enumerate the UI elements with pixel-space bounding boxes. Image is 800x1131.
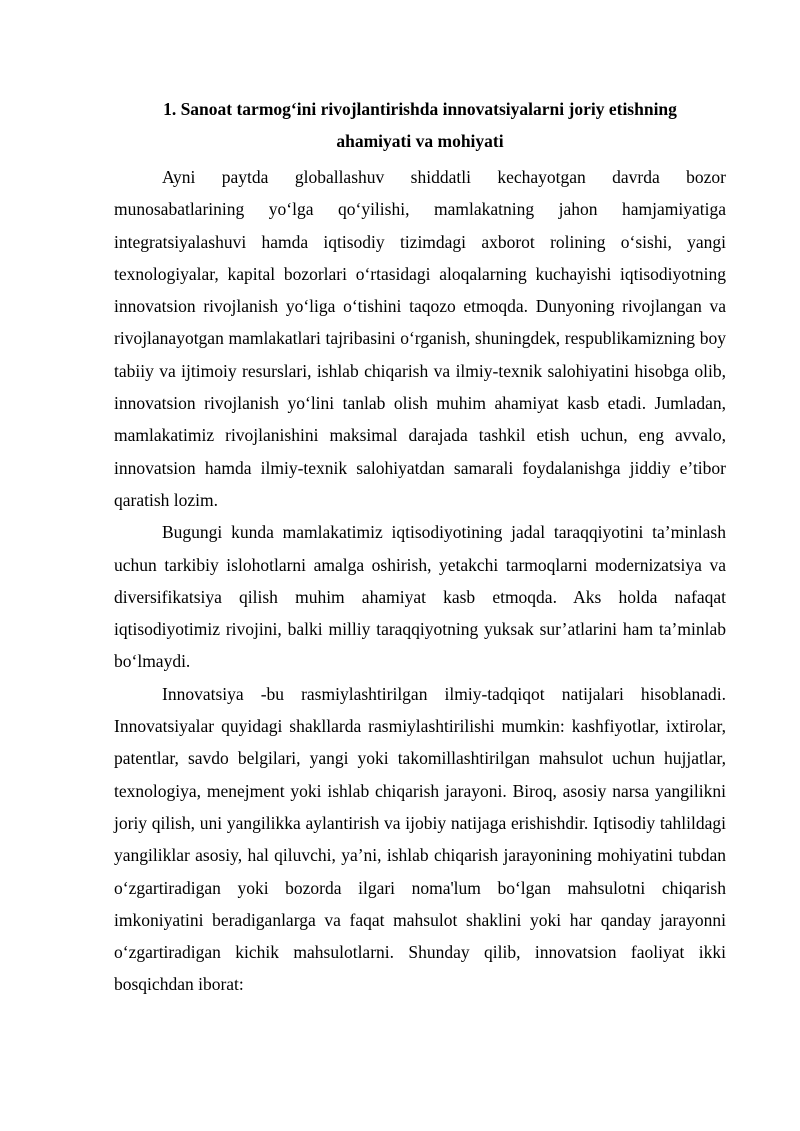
paragraph-1: Ayni paytda globallashuv shiddatli kechayotgan davrda bozor munosabatlarining yo‘lga qo‘yilishi, mamlakatning jahon hamjamiyatiga integratsiyalashuvi hamda iqtisodiy tizimdagi axborot rolining o‘sishi, yangi texnologiyalar, kapital bozorlari o‘rtasidagi aloqalarning kuchayishi iqtisodiyotning innovatsion rivojlanish yo‘liga o‘tishini taqozo etmoqda. Dunyoning rivojlangan va rivojlanayotgan mamlakatlari tajribasini o‘rganish, shuningdek, respublikamizning boy tabiiy va ijtimoiy resurslari, ishlab chiqarish va ilmiy-texnik salohiyatini hisobga olib, innovatsion rivojlanish yo‘lini tanlab olish muhim ahamiyat kasb etadi. Jumladan, mamlakatimiz rivojlanishini maksimal darajada tashkil etish uchun, eng avvalo, innovatsion hamda ilmiy-texnik salohiyatdan samarali foydalanishga jiddiy e’tibor qaratish lozim. [114,167,726,510]
paragraph-3: Innovatsiya -bu rasmiylashtirilgan ilmiy-tadqiqot natijalari hisoblanadi. Innovatsiyalar quyidagi shakllarda rasmiylashtirilishi mumkin: kashfiyotlar, ixtirolar, patentlar, savdo belgilari, yangi yoki takomillashtirilgan mahsulot uchun hujjatlar, texnologiya, menejment yoki ishlab chiqarish jarayoni. Biroq, asosiy narsa yangilikni joriy qilish, uni yangilikka aylantirish va ijobiy natijaga erishishdir. Iqtisodiy tahlildagi yangiliklar asosiy, hal qiluvchi, ya’ni, ishlab chiqarish jarayonining mohiyatini tubdan o‘zgartiradigan yoki bozorda ilgari noma'lum bo‘lgan mahsulotni chiqarish imkoniyatini beradiganlarga va faqat mahsulot shaklini yoki har qanday jarayonni o‘zgartiradigan kichik mahsulotlarni. Shunday qilib, innovatsion faoliyat ikki bosqichdan iborat: [114,683,726,995]
section-heading [114,93,726,157]
section-heading-line-2: ahamiyati va mohiyati [336,131,504,151]
section-heading-line-1: 1. Sanoat tarmog‘ini rivojlantirishda innovatsiyalarni joriy etishning [163,99,677,119]
document-body [114,93,726,1001]
paragraph-2: Bugungi kunda mamlakatimiz iqtisodiyotining jadal taraqqiyotini ta’minlash uchun tarkibiy islohotlarni amalga oshirish, yetakchi tarmoqlarni modernizatsiya va diversifikatsiya qilish muhim ahamiyat kasb etmoqda. Aks holda nafaqat iqtisodiyotimiz rivojini, balki milliy taraqqiyotning yuksak sur’atlarini ham ta’minlab bo‘lmaydi. [114,522,726,672]
